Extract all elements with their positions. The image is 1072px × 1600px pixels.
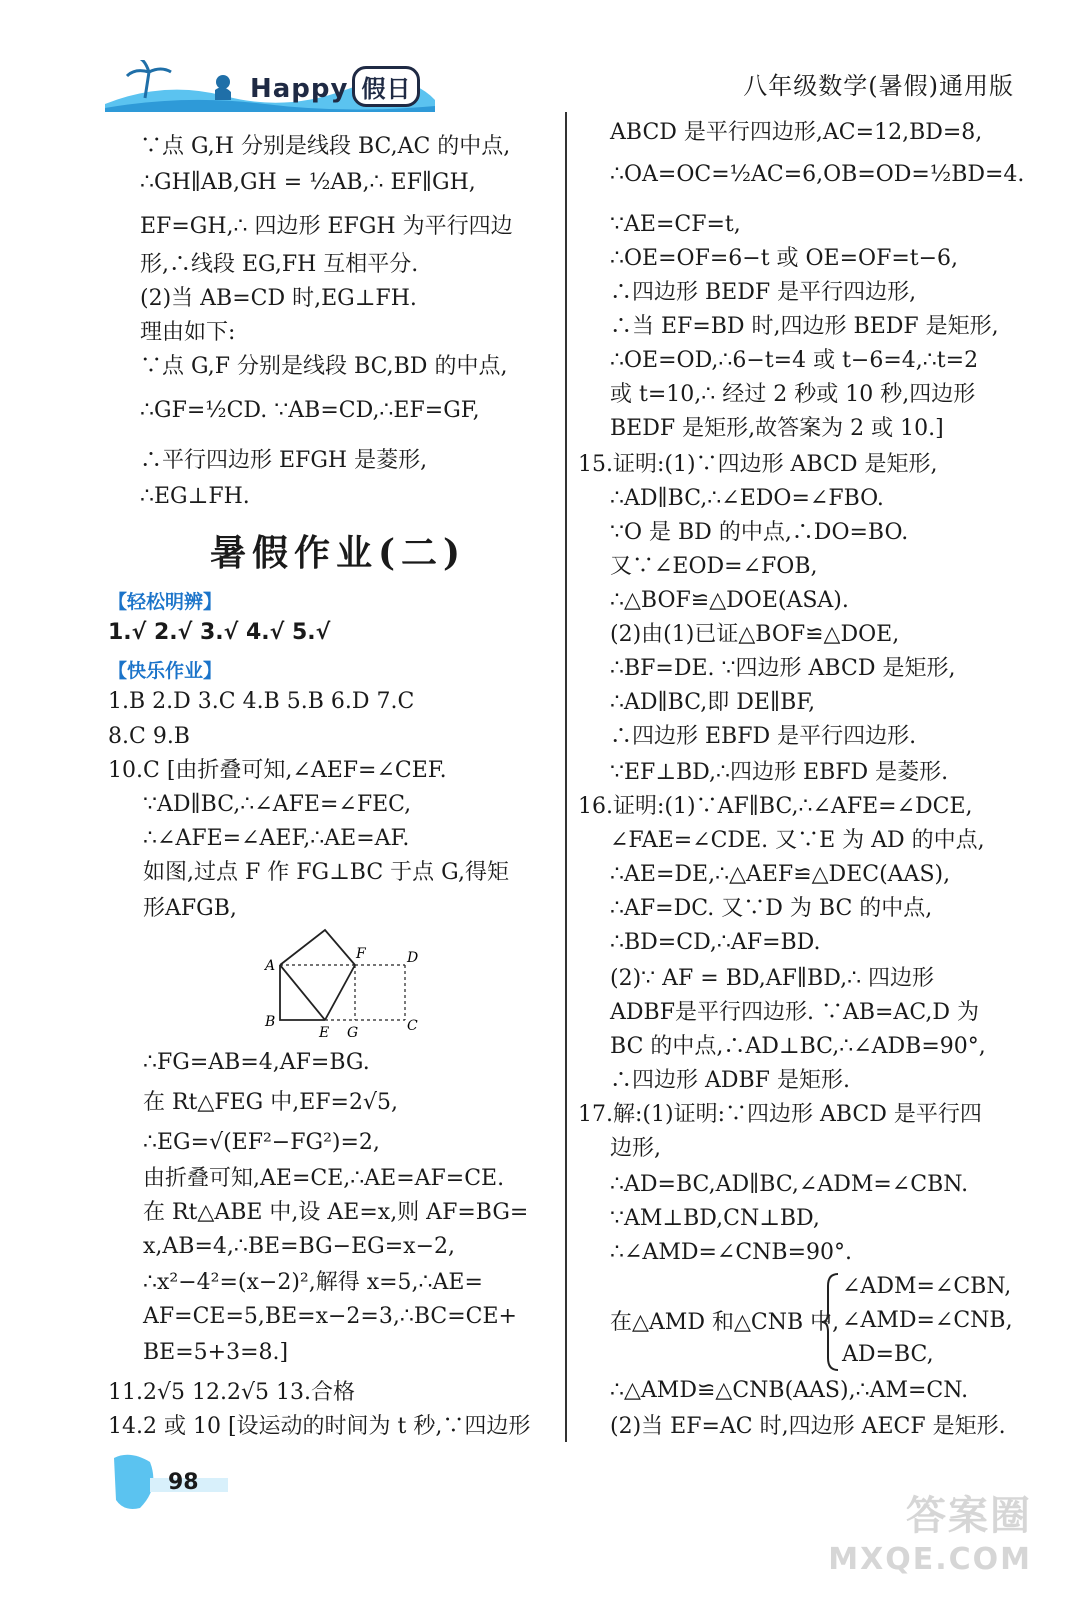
text-line: ∴AD=BC,AD∥BC,∠ADM=∠CBN.: [610, 1172, 969, 1197]
text-line: ∴∠AMD=∠CNB=90°.: [610, 1240, 853, 1265]
q10-cont-line: x,AB=4,∴BE=BG−EG=x−2,: [143, 1234, 456, 1259]
q10-line: 10.C [由折叠可知,∠AEF=∠CEF.: [108, 758, 447, 783]
text-line: 边形,: [610, 1136, 661, 1161]
q17-brace-line: AD=BC,: [842, 1342, 934, 1367]
text-line: ∵点 G,F 分别是线段 BC,BD 的中点,: [140, 354, 508, 379]
text-line: 17.解:(1)证明:∵四边形 ABCD 是平行四: [578, 1102, 982, 1127]
watermark-line: MXQE.COM: [828, 1542, 1032, 1577]
watermark: [828, 1494, 1032, 1582]
brace-symbol: [822, 1272, 840, 1372]
text-line: ∴AE=DE,∴△AEF≌△DEC(AAS),: [610, 862, 951, 887]
q10-cont-line: 由折叠可知,AE=CE,∴AE=AF=CE.: [143, 1166, 505, 1191]
q17-end-line: (2)当 EF=AC 时,四边形 AECF 是矩形.: [610, 1414, 1006, 1439]
text-line: ∵AE=CF=t,: [610, 212, 741, 237]
answers-easy: 1.√ 2.√ 3.√ 4.√ 5.√: [108, 620, 331, 645]
q10-cont-line: ∴EG=√(EF²−FG²)=2,: [143, 1130, 380, 1155]
text-line: ∴AD∥BC,∴∠EDO=∠FBO.: [610, 486, 884, 511]
text-line: ∠FAE=∠CDE. 又∵E 为 AD 的中点,: [610, 828, 985, 853]
text-line: ∵O 是 BD 的中点,∴DO=BO.: [610, 520, 909, 545]
page-number: 98: [168, 1470, 199, 1495]
text-line: 或 t=10,∴ 经过 2 秒或 10 秒,四边形: [610, 382, 976, 407]
logo-badge: 假日: [352, 66, 420, 107]
text-line: ∴四边形 BEDF 是平行四边形,: [610, 280, 917, 305]
text-line: ∴BD=CD,∴AF=BD.: [610, 930, 821, 955]
q10-line: 如图,过点 F 作 FG⊥BC 于点 G,得矩: [143, 860, 509, 885]
text-line: ∴BF=DE. ∵四边形 ABCD 是矩形,: [610, 656, 956, 681]
text-line: ∴四边形 ADBF 是矩形.: [610, 1068, 850, 1093]
page-header: [0, 0, 1072, 120]
text-line: 形,∴线段 EG,FH 互相平分.: [140, 252, 419, 277]
logo-text: Happy 假日: [250, 66, 420, 107]
tag-easy: 【轻松明辨】: [108, 591, 223, 613]
q10-cont-line: 在 Rt△ABE 中,设 AE=x,则 AF=BG=: [143, 1200, 529, 1225]
text-line: ∴OE=OF=6−t 或 OE=OF=t−6,: [610, 246, 959, 271]
text-line: ∵AM⊥BD,CN⊥BD,: [610, 1206, 820, 1231]
q17-brace-line: ∠AMD=∠CNB,: [842, 1308, 1013, 1333]
label-A: A: [265, 958, 276, 974]
answers-choice-2: 8.C 9.B: [108, 724, 190, 749]
label-B: B: [265, 1014, 276, 1030]
book-title: 八年级数学(暑假)通用版: [743, 72, 1014, 100]
text-line: (2)当 AB=CD 时,EG⊥FH.: [140, 286, 417, 311]
q10-cont-line: ∴x²−4²=(x−2)²,解得 x=5,∴AE=: [143, 1270, 483, 1295]
q10-cont-line: 在 Rt△FEG 中,EF=2√5,: [143, 1090, 398, 1115]
text-line: (2)由(1)已证△BOF≌△DOE,: [610, 622, 900, 647]
text-line: ∴AD∥BC,即 DE∥BF,: [610, 690, 816, 715]
section-title: 暑假作业(二): [210, 532, 467, 574]
text-line: EF=GH,∴ 四边形 EFGH 为平行四边: [140, 214, 513, 239]
text-line: BC 的中点,∴AD⊥BC,∴∠ADB=90°,: [610, 1034, 986, 1059]
watermark-line: 答案圈: [906, 1493, 1032, 1539]
text-line: ∴△BOF≌△DOE(ASA).: [610, 588, 849, 613]
q10-line: ∵AD∥BC,∴∠AFE=∠FEC,: [143, 792, 412, 817]
text-line: BEDF 是矩形,故答案为 2 或 10.]: [610, 416, 944, 441]
text-line: ABCD 是平行四边形,AC=12,BD=8,: [610, 120, 983, 145]
text-line: ∴当 EF=BD 时,四边形 BEDF 是矩形,: [610, 314, 999, 339]
label-E: E: [319, 1025, 330, 1040]
geometry-figure: [255, 920, 435, 1040]
q17-brace-line: ∠ADM=∠CBN,: [842, 1274, 1012, 1299]
label-G: G: [347, 1025, 359, 1040]
text-line: 16.证明:(1)∵AF∥BC,∴∠AFE=∠DCE,: [578, 794, 973, 819]
q10-cont-line: ∴FG=AB=4,AF=BG.: [143, 1050, 370, 1075]
q10-cont-line: AF=CE=5,BE=x−2=3,∴BC=CE+: [143, 1304, 517, 1329]
text-line: (2)∵ AF = BD,AF∥BD,∴ 四边形: [610, 966, 935, 991]
q10-line: ∴∠AFE=∠AEF,∴AE=AF.: [143, 826, 410, 851]
text-line: ∵点 G,H 分别是线段 BC,AC 的中点,: [140, 134, 511, 159]
text-line: ∴四边形 EBFD 是平行四边形.: [610, 724, 917, 749]
answers-choice-1: 1.B 2.D 3.C 4.B 5.B 6.D 7.C: [108, 689, 415, 714]
text-line: ∴AF=DC. 又∵D 为 BC 的中点,: [610, 896, 933, 921]
q17-end-line: ∴△AMD≌△CNB(AAS),∴AM=CN.: [610, 1378, 969, 1403]
text-line: ∴EG⊥FH.: [140, 484, 250, 509]
text-line: ∵EF⊥BD,∴四边形 EBFD 是菱形.: [610, 760, 949, 785]
label-C: C: [407, 1018, 418, 1034]
text-line: ∴OA=OC=½AC=6,OB=OD=½BD=4.: [610, 162, 1025, 187]
q17-brace-prefix: 在△AMD 和△CNB 中,: [610, 1310, 840, 1335]
column-divider: [565, 112, 567, 1442]
answers-11-13: 11.2√5 12.2√5 13.合格: [108, 1380, 355, 1405]
label-D: D: [407, 950, 419, 966]
text-line: ∴平行四边形 EFGH 是菱形,: [140, 448, 428, 473]
text-line: 15.证明:(1)∵四边形 ABCD 是矩形,: [578, 452, 938, 477]
text-line: ADBF是平行四边形. ∵AB=AC,D 为: [610, 1000, 979, 1025]
tag-happy: 【快乐作业】: [108, 660, 223, 682]
text-line: 又∵∠EOD=∠FOB,: [610, 554, 818, 579]
label-F: F: [356, 946, 366, 962]
text-line: ∴OE=OD,∴6−t=4 或 t−6=4,∴t=2: [610, 348, 979, 373]
text-line: 理由如下:: [140, 320, 236, 345]
text-line: ∴GH∥AB,GH = ½AB,∴ EF∥GH,: [140, 170, 476, 195]
q10-line: 形AFGB,: [143, 896, 237, 921]
text-line: ∴GF=½CD. ∵AB=CD,∴EF=GF,: [140, 398, 480, 423]
q10-cont-line: BE=5+3=8.]: [143, 1340, 289, 1365]
q14-start: 14.2 或 10 [设运动的时间为 t 秒,∵四边形: [108, 1414, 531, 1439]
